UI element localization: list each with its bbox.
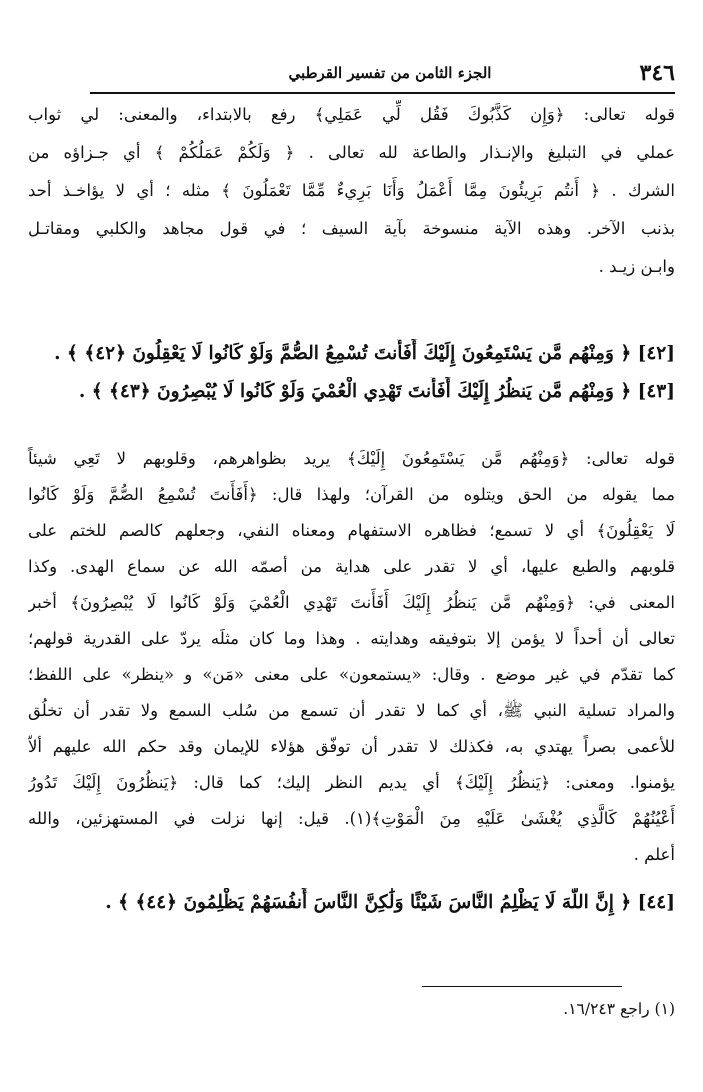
text-line: قوله تعالى: ﴿وَإِن كَذَّبُوكَ فَقُل لِّي عَمَلِي﴾ رفع بالابتداء، والمعنى: لي ثواب bbox=[28, 105, 675, 124]
text-line: مما يقوله من الحق ويتلوه من القرآن؛ ولهذا قال: ﴿أَفَأَنتَ تُسْمِعُ الصُّمَّ وَلَوْ كَانُوا bbox=[28, 485, 675, 504]
text-line: وابـن زيـد . bbox=[598, 257, 675, 276]
text-line: المعنى في: ﴿وَمِنْهُم مَّن يَنظُرُ إِلَيْكَ أَفَأَنتَ تَهْدِي الْعُمْيَ وَلَوْ كَانُوا لَا يُبْصِرُونَ﴾ أخبر bbox=[28, 593, 675, 612]
footnote: (١) راجع ١٦/٢٤٣. bbox=[563, 1000, 675, 1018]
page-number: ٣٤٦ bbox=[639, 60, 675, 86]
page-header bbox=[90, 58, 675, 94]
text-line: للأعمى بصراً يهتدي به، فكذلك لا تقدر أن توفّق هؤلاء للإيمان وقد حكم الله عليهم ألاّ bbox=[28, 737, 675, 756]
text-line: الشرك . ﴿ أَنتُم بَرِيئُونَ مِمَّا أَعْمَلُ وَأَنَا بَرِيءٌ مِّمَّا تَعْمَلُونَ ﴾ مثله ؛ أي لا يؤاخـذ أحد bbox=[28, 181, 675, 200]
text-line: عملي في التبليغ والإنـذار والطاعة لله تعالى . ﴿ وَلَكُمْ عَمَلُكُمْ ﴾ أي جـزاؤه من bbox=[28, 143, 675, 162]
text-line: بذنب الآخر. وهذه الآية منسوخة بآية السيف ؛ في قول مجاهد والكلبي ومقاتـل bbox=[28, 219, 675, 238]
text-line: كما تقدّم في غير موضع . وقال: «يستمعون» على معنى «مَن» و «ينظر» على اللفظ؛ bbox=[28, 665, 675, 684]
verse-44: [٤٤] ﴿ إِنَّ اللَّهَ لَا يَظْلِمُ النَّاسَ شَيْئًا وَلَٰكِنَّ النَّاسَ أَنفُسَهُمْ يَظْلِمُونَ ﴿٤٤﴾ ﴾ . bbox=[105, 892, 675, 913]
verse-42: [٤٢] ﴿ وَمِنْهُم مَّن يَسْتَمِعُونَ إِلَيْكَ أَفَأَنتَ تُسْمِعُ الصُّمَّ وَلَوْ كَانُوا لَا يَعْقِلُونَ ﴿٤٢﴾ ﴾ . bbox=[54, 343, 675, 364]
text-line: يؤمنوا. ومعنى: ﴿يَنظُرُ إِلَيْكَ﴾ أي يديم النظر إليك؛ كما قال: ﴿يَنظُرُونَ إِلَيْكَ تَدُورُ bbox=[28, 773, 675, 792]
text-line: لَا يَعْقِلُونَ﴾ أي لا تسمع؛ فظاهره الاستفهام ومعناه النفي، وجعلهم كالصم للختم على bbox=[28, 521, 675, 540]
text-line: قوله تعالى: ﴿وَمِنْهُم مَّن يَسْتَمِعُونَ إِلَيْكَ﴾ يريد بظواهرهم، وقلوبهم لا تَعِي شيئاً bbox=[28, 449, 675, 468]
verse-43: [٤٣] ﴿ وَمِنْهُم مَّن يَنظُرُ إِلَيْكَ أَفَأَنتَ تَهْدِي الْعُمْيَ وَلَوْ كَانُوا لَا يُبْصِرُونَ ﴿٤٣﴾ ﴾ . bbox=[78, 381, 675, 402]
text-line: أَعْيُنُهُمْ كَالَّذِي يُغْشَىٰ عَلَيْهِ مِنَ الْمَوْتِ﴾(١). قيل: إنها نزلت في المستهزئين، والله bbox=[28, 809, 675, 828]
text-line: والمراد تسلية النبي ﷺ، أي كما لا تقدر أن تسمع من سُلب السمع ولا تقدر أن تخلُق bbox=[28, 701, 675, 720]
text-line: تعالى أن أحداً لا يؤمن إلا بتوفيقه وهدايته . وهذا وما كان مثلَه يردّ على القدرية قولهم؛ bbox=[28, 629, 675, 648]
footnote-divider bbox=[422, 986, 622, 987]
text-line: قلوبهم والطبع عليها، أي لا تقدر على هداية من أصمّه الله عن سماع الهدى. وكذا bbox=[28, 557, 675, 576]
running-title: الجزء الثامن من تفسير القرطبي bbox=[288, 64, 492, 82]
text-line: أعلم . bbox=[633, 845, 675, 864]
